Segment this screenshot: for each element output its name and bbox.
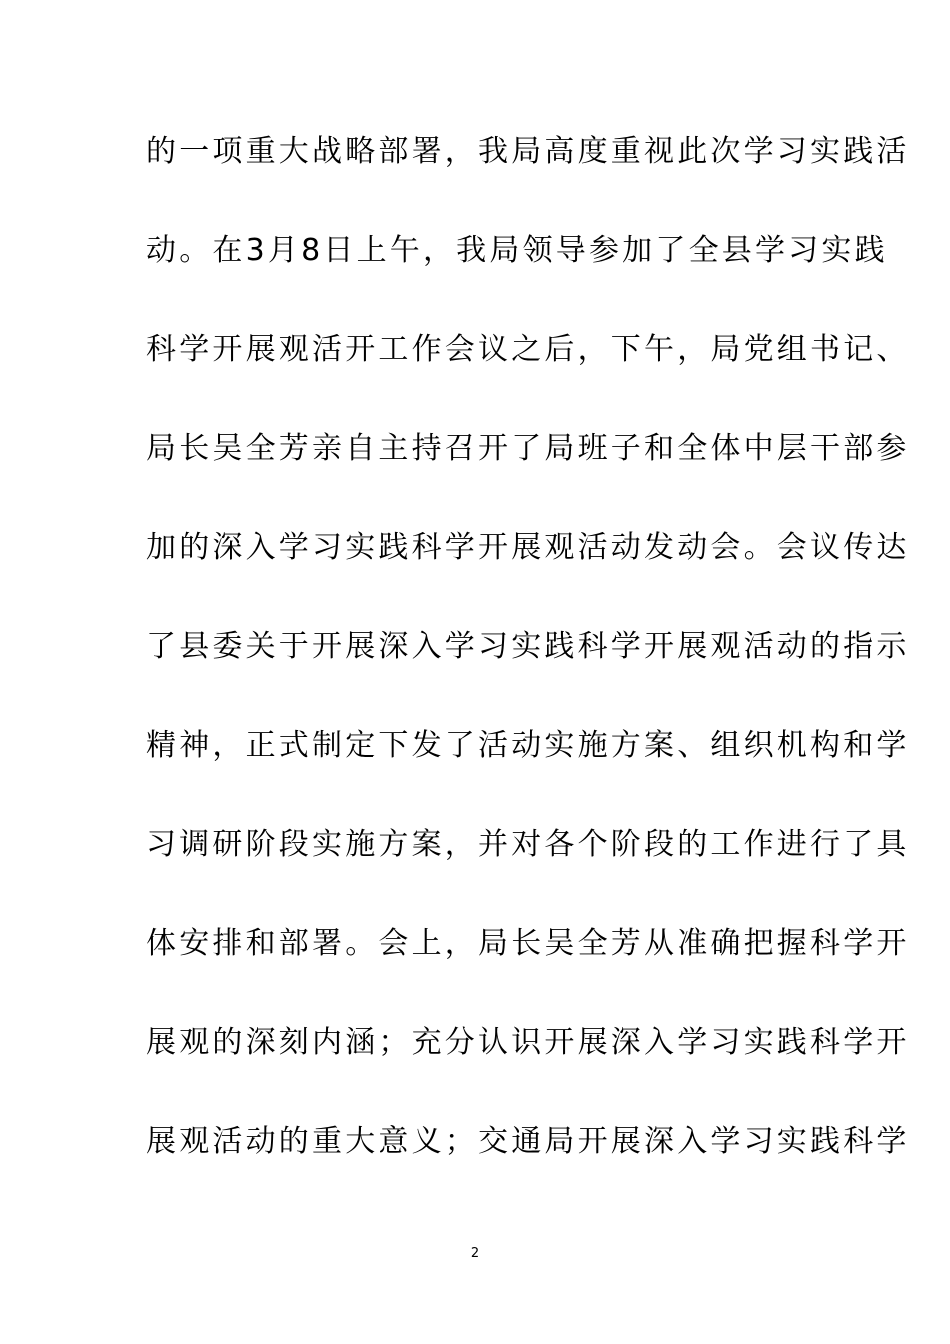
page-number: 2	[470, 1246, 480, 1261]
text-line-8: 习调研阶段实施方案，并对各个阶段的工作进行了具	[146, 827, 910, 862]
text-line-2: 动。在3月8日上午，我局领导参加了全县学习实践	[146, 233, 888, 268]
text-line-4: 局长吴全芳亲自主持召开了局班子和全体中层干部参	[146, 431, 910, 466]
body-text	[146, 126, 910, 1215]
text-line-1: 的一项重大战略部署，我局高度重视此次学习实践活	[146, 134, 910, 169]
text-line-5: 加的深入学习实践科学开展观活动发动会。会议传达	[146, 530, 910, 565]
text-line-6: 了县委关于开展深入学习实践科学开展观活动的指示	[146, 629, 910, 664]
text-line-7: 精神，正式制定下发了活动实施方案、组织机构和学	[146, 728, 910, 763]
text-line-3: 科学开展观活开工作会议之后，下午，局党组书记、	[146, 332, 910, 367]
text-line-9: 体安排和部署。会上，局长吴全芳从准确把握科学开	[146, 926, 910, 961]
text-line-11: 展观活动的重大意义；交通局开展深入学习实践科学	[146, 1124, 910, 1159]
text-line-10: 展观的深刻内涵；充分认识开展深入学习实践科学开	[146, 1025, 910, 1060]
